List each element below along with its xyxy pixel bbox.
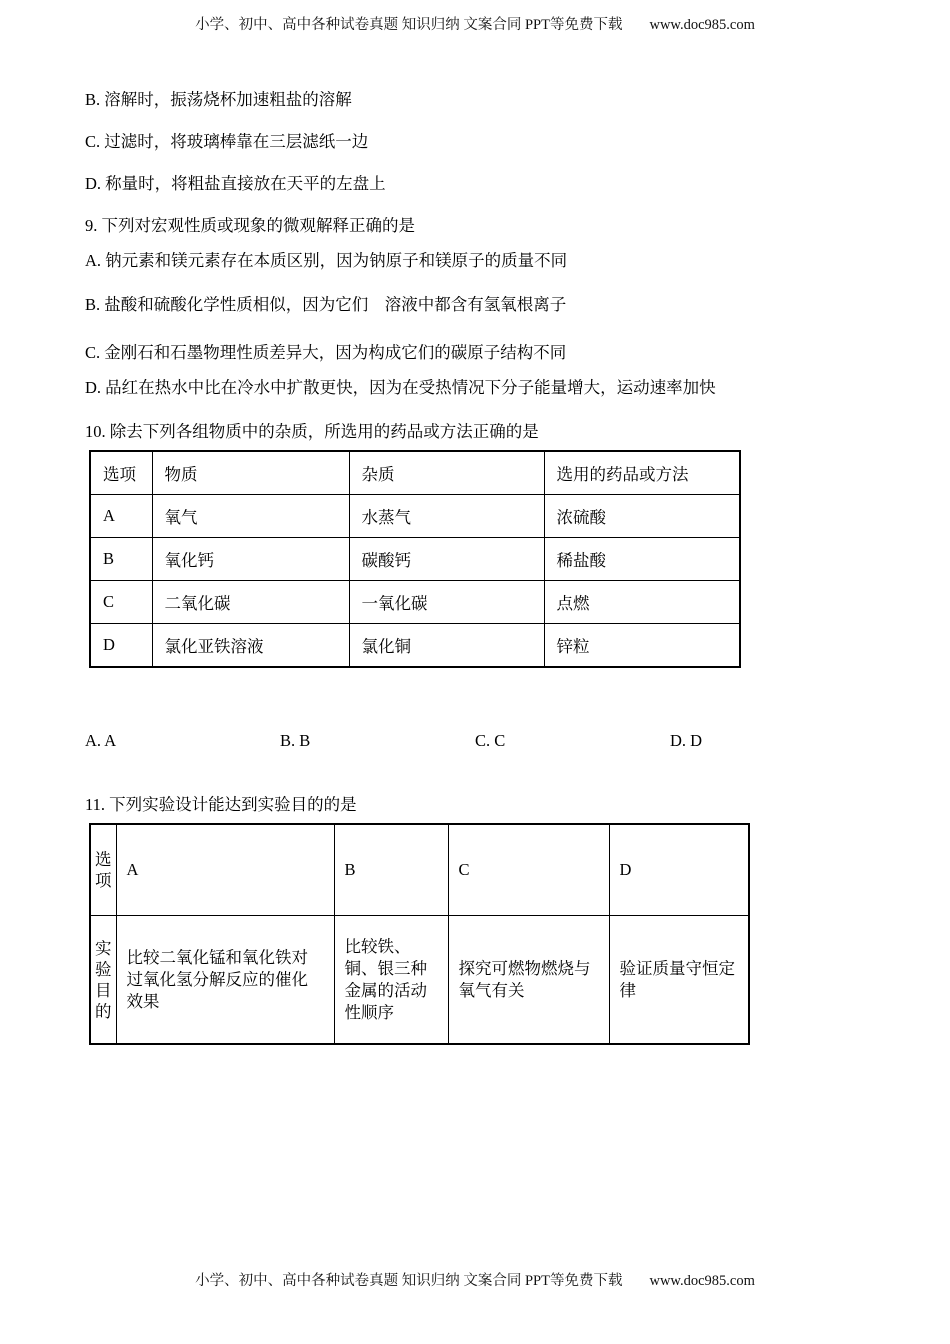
q9-option-a: A. 钠元素和镁元素存在本质区别，因为钠原子和镁原子的质量不同: [85, 251, 568, 270]
q11-stem: 11. 下列实验设计能达到实验目的的是: [85, 795, 357, 814]
q10-answer-b: B. B: [280, 731, 311, 750]
cell: 氯化铜: [349, 624, 544, 668]
q11-purpose-a: 比较二氧化锰和氧化铁对过氧化氢分解反应的催化效果: [116, 916, 334, 1045]
table-row: [90, 495, 740, 538]
header-notice: 小学、初中、高中各种试卷真题 知识归纳 文案合同 PPT等免费下载: [195, 17, 623, 33]
footer-url: www.doc985.com: [649, 1273, 755, 1289]
q10-header-method: 选用的药品或方法: [544, 451, 740, 495]
table-row: [90, 538, 740, 581]
q11-purpose-c: 探究可燃物燃烧与氧气有关: [448, 916, 609, 1045]
q11-col-b: B: [334, 824, 448, 916]
q10-header-substance: 物质: [152, 451, 349, 495]
q10-table: [89, 450, 741, 668]
q9-option-d: D. 品红在热水中比在冷水中扩散更快，因为在受热情况下分子能量增大，运动速率加快: [85, 378, 716, 397]
option-label: D: [90, 624, 152, 668]
cell: 氧气: [152, 495, 349, 538]
cell: 稀盐酸: [544, 538, 740, 581]
cell: 氧化钙: [152, 538, 349, 581]
q10-answer-a: A. A: [85, 731, 117, 750]
footer-notice: 小学、初中、高中各种试卷真题 知识归纳 文案合同 PPT等免费下载: [195, 1273, 623, 1289]
q11-col-d: D: [609, 824, 749, 916]
q10-header-row: [90, 451, 740, 495]
q10-stem: 10. 除去下列各组物质中的杂质，所选用的药品或方法正确的是: [85, 422, 539, 441]
page-footer: [0, 1269, 950, 1290]
option-label: C: [90, 581, 152, 624]
q9-option-b: B. 盐酸和硫酸化学性质相似，因为它们 溶液中都含有氢氧根离子: [85, 295, 567, 314]
option-label: B: [90, 538, 152, 581]
q8-option-c: C. 过滤时，将玻璃棒靠在三层滤纸一边: [85, 132, 369, 151]
cell: 水蒸气: [349, 495, 544, 538]
q8-option-b: B. 溶解时，振荡烧杯加速粗盐的溶解: [85, 90, 352, 109]
option-label: A: [90, 495, 152, 538]
q11-row-label: 实验目的: [90, 916, 116, 1045]
page-header: [0, 13, 950, 34]
q11-purpose-d: 验证质量守恒定律: [609, 916, 749, 1045]
table-row: [90, 581, 740, 624]
q11-table: [89, 823, 750, 1045]
q10-answer-d: D. D: [670, 731, 703, 750]
q8-option-d: D. 称量时，将粗盐直接放在天平的左盘上: [85, 174, 386, 193]
header-url: www.doc985.com: [649, 17, 755, 33]
cell: 一氧化碳: [349, 581, 544, 624]
cell: 二氧化碳: [152, 581, 349, 624]
cell: 浓硫酸: [544, 495, 740, 538]
cell: 碳酸钙: [349, 538, 544, 581]
q9-stem: 9. 下列对宏观性质或现象的微观解释正确的是: [85, 216, 415, 235]
q11-purpose-b: 比较铁、铜、银三种金属的活动性顺序: [334, 916, 448, 1045]
q9-option-c: C. 金刚石和石墨物理性质差异大，因为构成它们的碳原子结构不同: [85, 343, 567, 362]
cell: 锌粒: [544, 624, 740, 668]
q10-header-option: 选项: [90, 451, 152, 495]
q11-col-c: C: [448, 824, 609, 916]
q11-corner-header: 选项: [90, 824, 116, 916]
q11-col-a: A: [116, 824, 334, 916]
table-row: [90, 624, 740, 668]
cell: 点燃: [544, 581, 740, 624]
q10-header-impurity: 杂质: [349, 451, 544, 495]
q10-answer-c: C. C: [475, 731, 506, 750]
q11-purpose-row: [90, 916, 749, 1045]
q11-header-row: [90, 824, 749, 916]
cell: 氯化亚铁溶液: [152, 624, 349, 668]
